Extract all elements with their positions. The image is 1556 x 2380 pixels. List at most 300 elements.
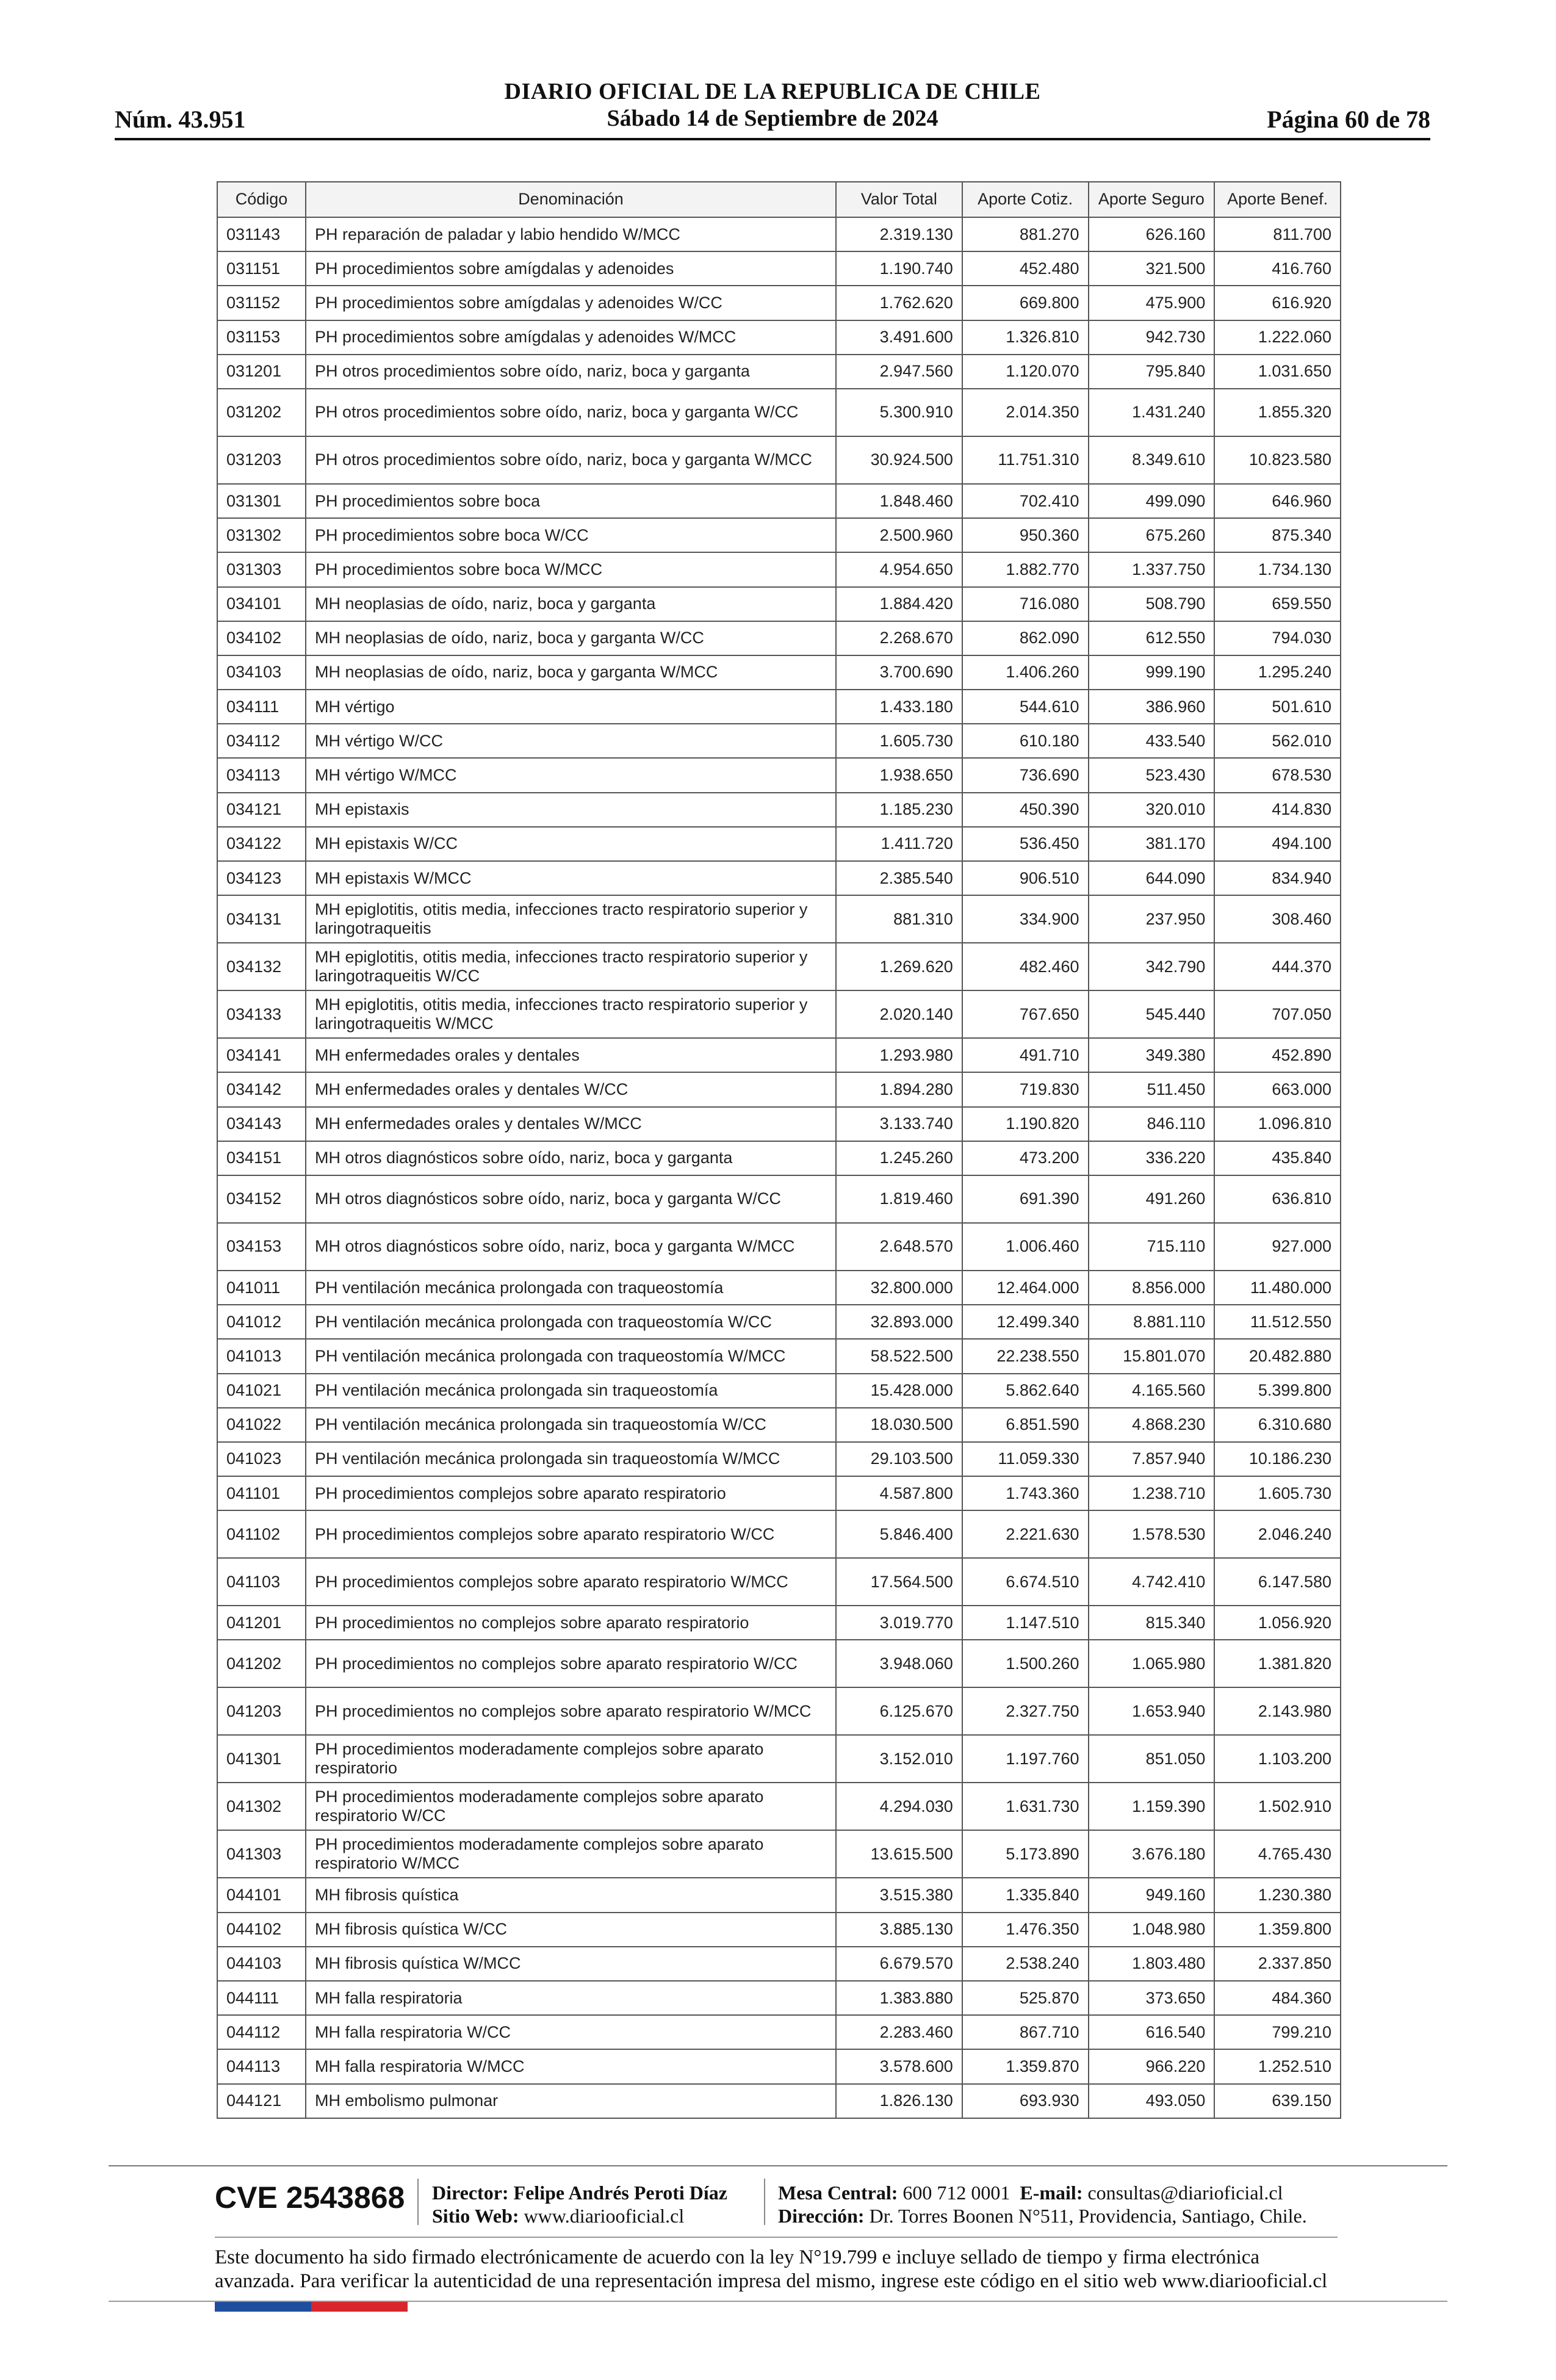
cell-aporte-cotiz: 1.359.870 — [962, 2049, 1089, 2083]
cell-valor-total: 3.885.130 — [836, 1913, 962, 1947]
cell-valor-total: 5.300.910 — [836, 389, 962, 436]
cell-aporte-cotiz: 536.450 — [962, 827, 1089, 861]
cell-codigo: 041202 — [217, 1640, 306, 1687]
cell-aporte-seguro: 1.159.390 — [1089, 1783, 1215, 1830]
table-row — [217, 1175, 1341, 1223]
cell-aporte-seguro: 644.090 — [1089, 861, 1215, 895]
cell-aporte-benef: 799.210 — [1214, 2015, 1341, 2049]
cell-denominacion: MH embolismo pulmonar — [306, 2084, 836, 2118]
table-row — [217, 552, 1341, 586]
cell-aporte-cotiz: 473.200 — [962, 1141, 1089, 1175]
cell-codigo: 041103 — [217, 1558, 306, 1606]
cell-valor-total: 15.428.000 — [836, 1374, 962, 1408]
table-row — [217, 1072, 1341, 1106]
director-label: Director: — [432, 2182, 509, 2204]
director-line — [432, 2181, 727, 2204]
cell-aporte-seguro: 237.950 — [1089, 895, 1215, 943]
cell-aporte-benef: 811.700 — [1214, 217, 1341, 251]
cell-denominacion: MH otros diagnósticos sobre oído, nariz, boca y garganta W/MCC — [306, 1223, 836, 1271]
table-row — [217, 587, 1341, 621]
cell-aporte-seguro: 1.578.530 — [1089, 1510, 1215, 1558]
cell-valor-total: 2.385.540 — [836, 861, 962, 895]
cell-denominacion: PH ventilación mecánica prolongada con traqueostomía W/CC — [306, 1305, 836, 1339]
cell-aporte-benef: 10.186.230 — [1214, 1442, 1341, 1476]
cell-denominacion: PH procedimientos moderadamente complejos sobre aparato respiratorio W/CC — [306, 1783, 836, 1830]
cell-codigo: 034121 — [217, 793, 306, 827]
cell-aporte-seguro: 4.742.410 — [1089, 1558, 1215, 1606]
cell-denominacion: PH ventilación mecánica prolongada sin traqueostomía W/CC — [306, 1408, 836, 1442]
cell-aporte-benef: 11.512.550 — [1214, 1305, 1341, 1339]
table-row — [217, 320, 1341, 355]
cell-aporte-seguro: 1.653.940 — [1089, 1687, 1215, 1735]
cell-valor-total: 5.846.400 — [836, 1510, 962, 1558]
cell-codigo: 031301 — [217, 484, 306, 518]
cell-denominacion: MH epiglotitis, otitis media, infecciones tracto respiratorio superior y laringotraqueitis W/CC — [306, 943, 836, 990]
table-row — [217, 1141, 1341, 1175]
cell-codigo: 034102 — [217, 621, 306, 655]
cell-aporte-benef: 2.143.980 — [1214, 1687, 1341, 1735]
cell-aporte-cotiz: 334.900 — [962, 895, 1089, 943]
table-row — [217, 1271, 1341, 1305]
cell-denominacion: PH procedimientos no complejos sobre aparato respiratorio W/MCC — [306, 1687, 836, 1735]
cell-codigo: 031152 — [217, 286, 306, 320]
table-row — [217, 1339, 1341, 1373]
cell-denominacion: MH vértigo W/CC — [306, 724, 836, 758]
cell-aporte-benef: 663.000 — [1214, 1072, 1341, 1106]
cell-denominacion: MH epiglotitis, otitis media, infecciones tracto respiratorio superior y laringotraqueitis W/MCC — [306, 990, 836, 1038]
cell-codigo: 034111 — [217, 690, 306, 724]
cell-aporte-seguro: 342.790 — [1089, 943, 1215, 990]
cell-codigo: 034112 — [217, 724, 306, 758]
cell-aporte-seguro: 491.260 — [1089, 1175, 1215, 1223]
flag-stripe-blue — [215, 2302, 311, 2312]
cell-codigo: 031151 — [217, 251, 306, 286]
notice-line: avanzada. Para verificar la autenticidad de una representación impresa del mismo, ingrese este código en el sitio web www.diariooficial.cl — [215, 2270, 1328, 2292]
cell-aporte-benef: 444.370 — [1214, 943, 1341, 990]
cell-denominacion: PH otros procedimientos sobre oído, nariz, boca y garganta W/MCC — [306, 436, 836, 484]
cell-denominacion: MH enfermedades orales y dentales W/MCC — [306, 1107, 836, 1141]
table-row — [217, 1981, 1341, 2015]
cell-aporte-benef: 414.830 — [1214, 793, 1341, 827]
cell-aporte-benef: 562.010 — [1214, 724, 1341, 758]
cell-denominacion: MH fibrosis quística W/CC — [306, 1913, 836, 1947]
cell-valor-total: 1.293.980 — [836, 1038, 962, 1072]
table-row — [217, 2015, 1341, 2049]
cell-aporte-cotiz: 1.197.760 — [962, 1735, 1089, 1783]
cell-codigo: 041023 — [217, 1442, 306, 1476]
footer-separator — [764, 2179, 765, 2225]
cell-codigo: 044121 — [217, 2084, 306, 2118]
cell-codigo: 041013 — [217, 1339, 306, 1373]
cell-codigo: 041021 — [217, 1374, 306, 1408]
cell-codigo: 041303 — [217, 1830, 306, 1878]
cell-aporte-seguro: 386.960 — [1089, 690, 1215, 724]
cell-codigo: 041022 — [217, 1408, 306, 1442]
flag-stripe-red — [311, 2302, 408, 2312]
cell-valor-total: 2.319.130 — [836, 217, 962, 251]
table-row — [217, 355, 1341, 389]
table-row — [217, 943, 1341, 990]
cell-aporte-benef: 484.360 — [1214, 1981, 1341, 2015]
table-row — [217, 1687, 1341, 1735]
cell-aporte-cotiz: 610.180 — [962, 724, 1089, 758]
cell-aporte-benef: 435.840 — [1214, 1141, 1341, 1175]
cell-valor-total: 3.578.600 — [836, 2049, 962, 2083]
table-row — [217, 758, 1341, 792]
cell-aporte-benef: 1.096.810 — [1214, 1107, 1341, 1141]
table-row — [217, 990, 1341, 1038]
cell-aporte-seguro: 349.380 — [1089, 1038, 1215, 1072]
table-header — [217, 182, 1341, 217]
cell-aporte-benef: 1.855.320 — [1214, 389, 1341, 436]
cell-valor-total: 2.648.570 — [836, 1223, 962, 1271]
cell-denominacion: MH epistaxis W/MCC — [306, 861, 836, 895]
cell-aporte-cotiz: 1.326.810 — [962, 320, 1089, 355]
cell-denominacion: PH procedimientos sobre amígdalas y adenoides — [306, 251, 836, 286]
cell-codigo: 031153 — [217, 320, 306, 355]
cell-aporte-benef: 1.222.060 — [1214, 320, 1341, 355]
cell-codigo: 034153 — [217, 1223, 306, 1271]
cell-valor-total: 1.245.260 — [836, 1141, 962, 1175]
cell-codigo: 034133 — [217, 990, 306, 1038]
cell-valor-total: 4.294.030 — [836, 1783, 962, 1830]
cell-denominacion: MH otros diagnósticos sobre oído, nariz, boca y garganta — [306, 1141, 836, 1175]
site-link[interactable]: www.diariooficial.cl — [524, 2205, 685, 2227]
table-row — [217, 1510, 1341, 1558]
cell-aporte-seguro: 795.840 — [1089, 355, 1215, 389]
cell-aporte-seguro: 508.790 — [1089, 587, 1215, 621]
cell-aporte-cotiz: 1.631.730 — [962, 1783, 1089, 1830]
cell-aporte-cotiz: 1.335.840 — [962, 1878, 1089, 1912]
cell-codigo: 044101 — [217, 1878, 306, 1912]
cell-aporte-seguro: 1.431.240 — [1089, 389, 1215, 436]
cell-aporte-benef: 1.295.240 — [1214, 655, 1341, 690]
cell-denominacion: MH vértigo — [306, 690, 836, 724]
cell-aporte-seguro: 612.550 — [1089, 621, 1215, 655]
cell-codigo: 041012 — [217, 1305, 306, 1339]
cell-aporte-benef: 1.502.910 — [1214, 1783, 1341, 1830]
cell-aporte-cotiz: 2.327.750 — [962, 1687, 1089, 1735]
publication-title: DIARIO OFICIAL DE LA REPUBLICA DE CHILE — [504, 79, 1041, 104]
table-row — [217, 436, 1341, 484]
cell-denominacion: PH ventilación mecánica prolongada sin traqueostomía — [306, 1374, 836, 1408]
cell-aporte-cotiz: 5.173.890 — [962, 1830, 1089, 1878]
column-header-codigo: Código — [217, 182, 306, 217]
cell-aporte-cotiz: 767.650 — [962, 990, 1089, 1038]
cell-aporte-seguro: 8.349.610 — [1089, 436, 1215, 484]
cell-valor-total: 17.564.500 — [836, 1558, 962, 1606]
page-header — [115, 76, 1430, 143]
mesa-label: Mesa Central: — [778, 2182, 898, 2204]
cell-codigo: 034103 — [217, 655, 306, 690]
table-row — [217, 861, 1341, 895]
cell-aporte-cotiz: 5.862.640 — [962, 1374, 1089, 1408]
cell-aporte-cotiz: 862.090 — [962, 621, 1089, 655]
cell-aporte-benef: 875.340 — [1214, 518, 1341, 552]
cell-valor-total: 58.522.500 — [836, 1339, 962, 1373]
cell-valor-total: 1.894.280 — [836, 1072, 962, 1106]
cell-aporte-seguro: 1.337.750 — [1089, 552, 1215, 586]
cell-aporte-cotiz: 12.464.000 — [962, 1271, 1089, 1305]
table-row — [217, 1558, 1341, 1606]
cell-aporte-benef: 794.030 — [1214, 621, 1341, 655]
table-row — [217, 655, 1341, 690]
cell-aporte-seguro: 4.868.230 — [1089, 1408, 1215, 1442]
cell-aporte-benef: 1.605.730 — [1214, 1476, 1341, 1510]
cell-aporte-cotiz: 693.930 — [962, 2084, 1089, 2118]
cell-valor-total: 6.679.570 — [836, 1947, 962, 1981]
cell-aporte-benef: 1.103.200 — [1214, 1735, 1341, 1783]
cell-denominacion: PH procedimientos sobre boca W/CC — [306, 518, 836, 552]
email-label: E-mail: — [1020, 2182, 1083, 2204]
cell-valor-total: 3.491.600 — [836, 320, 962, 355]
cell-aporte-seguro: 626.160 — [1089, 217, 1215, 251]
cell-denominacion: MH falla respiratoria W/CC — [306, 2015, 836, 2049]
cell-denominacion: MH neoplasias de oído, nariz, boca y garganta W/MCC — [306, 655, 836, 690]
cell-codigo: 044103 — [217, 1947, 306, 1981]
cell-valor-total: 3.700.690 — [836, 655, 962, 690]
cell-aporte-benef: 678.530 — [1214, 758, 1341, 792]
cell-aporte-seguro: 15.801.070 — [1089, 1339, 1215, 1373]
cell-codigo: 034132 — [217, 943, 306, 990]
table-row — [217, 1606, 1341, 1640]
cell-denominacion: PH procedimientos complejos sobre aparato respiratorio — [306, 1476, 836, 1510]
cell-aporte-seguro: 523.430 — [1089, 758, 1215, 792]
cell-aporte-cotiz: 525.870 — [962, 1981, 1089, 2015]
table-row — [217, 621, 1341, 655]
cell-aporte-cotiz: 6.851.590 — [962, 1408, 1089, 1442]
cell-valor-total: 30.924.500 — [836, 436, 962, 484]
cell-aporte-cotiz: 1.882.770 — [962, 552, 1089, 586]
table-row — [217, 1408, 1341, 1442]
table-row — [217, 1783, 1341, 1830]
table-row — [217, 690, 1341, 724]
cell-valor-total: 32.893.000 — [836, 1305, 962, 1339]
table-row — [217, 217, 1341, 251]
cell-aporte-cotiz: 491.710 — [962, 1038, 1089, 1072]
cell-denominacion: PH procedimientos no complejos sobre aparato respiratorio — [306, 1606, 836, 1640]
cell-valor-total: 2.020.140 — [836, 990, 962, 1038]
cell-aporte-seguro: 815.340 — [1089, 1606, 1215, 1640]
cell-codigo: 031201 — [217, 355, 306, 389]
cell-aporte-cotiz: 691.390 — [962, 1175, 1089, 1223]
cell-codigo: 031202 — [217, 389, 306, 436]
table-row — [217, 389, 1341, 436]
table-row — [217, 2049, 1341, 2083]
cell-valor-total: 1.433.180 — [836, 690, 962, 724]
cell-codigo: 034131 — [217, 895, 306, 943]
director-block — [432, 2181, 727, 2227]
cell-valor-total: 2.500.960 — [836, 518, 962, 552]
cell-aporte-seguro: 851.050 — [1089, 1735, 1215, 1783]
cell-aporte-benef: 11.480.000 — [1214, 1271, 1341, 1305]
cell-aporte-cotiz: 702.410 — [962, 484, 1089, 518]
cell-denominacion: MH otros diagnósticos sobre oído, nariz, boca y garganta W/CC — [306, 1175, 836, 1223]
cell-aporte-seguro: 8.856.000 — [1089, 1271, 1215, 1305]
cell-aporte-seguro: 321.500 — [1089, 251, 1215, 286]
site-label: Sitio Web: — [432, 2205, 519, 2227]
cell-aporte-seguro: 675.260 — [1089, 518, 1215, 552]
cell-aporte-benef: 707.050 — [1214, 990, 1341, 1038]
table-row — [217, 1735, 1341, 1783]
cell-codigo: 034141 — [217, 1038, 306, 1072]
page-number: Página 60 de 78 — [1267, 106, 1430, 133]
table-body — [217, 217, 1341, 2118]
cell-valor-total: 1.190.740 — [836, 251, 962, 286]
cell-aporte-seguro: 949.160 — [1089, 1878, 1215, 1912]
cell-aporte-seguro: 493.050 — [1089, 2084, 1215, 2118]
cell-denominacion: MH falla respiratoria — [306, 1981, 836, 2015]
cell-valor-total: 32.800.000 — [836, 1271, 962, 1305]
cell-codigo: 044113 — [217, 2049, 306, 2083]
table-row — [217, 518, 1341, 552]
issue-date: Sábado 14 de Septiembre de 2024 — [607, 106, 938, 131]
footer-rule — [215, 2237, 1338, 2238]
cell-aporte-seguro: 475.900 — [1089, 286, 1215, 320]
table-row — [217, 1878, 1341, 1912]
cell-denominacion: PH procedimientos complejos sobre aparato respiratorio W/CC — [306, 1510, 836, 1558]
cell-aporte-cotiz: 881.270 — [962, 217, 1089, 251]
cell-denominacion: PH otros procedimientos sobre oído, nariz, boca y garganta — [306, 355, 836, 389]
cell-denominacion: MH enfermedades orales y dentales W/CC — [306, 1072, 836, 1106]
cell-aporte-seguro: 1.065.980 — [1089, 1640, 1215, 1687]
cell-denominacion: PH procedimientos moderadamente complejos sobre aparato respiratorio W/MCC — [306, 1830, 836, 1878]
cell-aporte-cotiz: 2.538.240 — [962, 1947, 1089, 1981]
address-line — [778, 2204, 1307, 2227]
column-header-denominacion: Denominación — [306, 182, 836, 217]
contact-line — [778, 2181, 1307, 2204]
table-row — [217, 1107, 1341, 1141]
cell-valor-total: 3.019.770 — [836, 1606, 962, 1640]
cell-denominacion: PH procedimientos sobre amígdalas y adenoides W/CC — [306, 286, 836, 320]
header-rule — [115, 138, 1430, 140]
cell-aporte-seguro: 1.238.710 — [1089, 1476, 1215, 1510]
cell-aporte-seguro: 433.540 — [1089, 724, 1215, 758]
cell-aporte-cotiz: 1.743.360 — [962, 1476, 1089, 1510]
table-row — [217, 1476, 1341, 1510]
cell-codigo: 031143 — [217, 217, 306, 251]
cell-valor-total: 1.848.460 — [836, 484, 962, 518]
cell-aporte-cotiz: 2.014.350 — [962, 389, 1089, 436]
cell-valor-total: 1.605.730 — [836, 724, 962, 758]
cell-aporte-benef: 834.940 — [1214, 861, 1341, 895]
cell-aporte-seguro: 4.165.560 — [1089, 1374, 1215, 1408]
cell-aporte-seguro: 999.190 — [1089, 655, 1215, 690]
cell-aporte-cotiz: 1.476.350 — [962, 1913, 1089, 1947]
table-row — [217, 895, 1341, 943]
cell-codigo: 041301 — [217, 1735, 306, 1783]
column-header-valor-total: Valor Total — [836, 182, 962, 217]
cve-code: CVE 2543868 — [215, 2180, 405, 2215]
cell-codigo: 031303 — [217, 552, 306, 586]
cell-valor-total: 4.587.800 — [836, 1476, 962, 1510]
table-row — [217, 484, 1341, 518]
cell-aporte-cotiz: 11.751.310 — [962, 436, 1089, 484]
cell-valor-total: 2.283.460 — [836, 2015, 962, 2049]
cell-aporte-seguro: 1.048.980 — [1089, 1913, 1215, 1947]
cell-aporte-benef: 1.381.820 — [1214, 1640, 1341, 1687]
cell-denominacion: PH ventilación mecánica prolongada sin traqueostomía W/MCC — [306, 1442, 836, 1476]
cell-valor-total: 13.615.500 — [836, 1830, 962, 1878]
mesa-value: 600 712 0001 — [902, 2182, 1010, 2204]
cell-aporte-cotiz: 12.499.340 — [962, 1305, 1089, 1339]
table-row — [217, 2084, 1341, 2118]
cell-aporte-benef: 2.046.240 — [1214, 1510, 1341, 1558]
cell-denominacion: MH fibrosis quística W/MCC — [306, 1947, 836, 1981]
cell-denominacion: MH enfermedades orales y dentales — [306, 1038, 836, 1072]
cell-aporte-benef: 308.460 — [1214, 895, 1341, 943]
cell-denominacion: MH epistaxis W/CC — [306, 827, 836, 861]
cell-aporte-benef: 636.810 — [1214, 1175, 1341, 1223]
contact-block — [778, 2181, 1307, 2227]
cell-aporte-benef: 1.359.800 — [1214, 1913, 1341, 1947]
cell-codigo: 034123 — [217, 861, 306, 895]
cell-valor-total: 2.947.560 — [836, 355, 962, 389]
cell-denominacion: PH procedimientos sobre boca — [306, 484, 836, 518]
cell-aporte-benef: 6.147.580 — [1214, 1558, 1341, 1606]
cell-aporte-benef: 1.734.130 — [1214, 552, 1341, 586]
table-header-row — [217, 182, 1341, 217]
footer-separator — [417, 2179, 419, 2225]
table-row — [217, 286, 1341, 320]
cell-valor-total: 1.819.460 — [836, 1175, 962, 1223]
table-row — [217, 1223, 1341, 1271]
cell-aporte-cotiz: 2.221.630 — [962, 1510, 1089, 1558]
cell-aporte-benef: 4.765.430 — [1214, 1830, 1341, 1878]
email-link[interactable]: consultas@diarioficial.cl — [1087, 2182, 1283, 2204]
cell-aporte-cotiz: 867.710 — [962, 2015, 1089, 2049]
column-header-aporte-seguro: Aporte Seguro — [1089, 182, 1215, 217]
table-row — [217, 1913, 1341, 1947]
footer-rule — [109, 2165, 1447, 2166]
table-row — [217, 793, 1341, 827]
cell-codigo: 041101 — [217, 1476, 306, 1510]
cell-denominacion: PH procedimientos moderadamente complejos sobre aparato respiratorio — [306, 1735, 836, 1783]
cell-aporte-cotiz: 950.360 — [962, 518, 1089, 552]
cell-aporte-cotiz: 1.406.260 — [962, 655, 1089, 690]
cell-aporte-benef: 1.056.920 — [1214, 1606, 1341, 1640]
cell-codigo: 034122 — [217, 827, 306, 861]
cell-aporte-benef: 416.760 — [1214, 251, 1341, 286]
cell-denominacion: MH fibrosis quística — [306, 1878, 836, 1912]
cell-aporte-benef: 1.031.650 — [1214, 355, 1341, 389]
notice-line: Este documento ha sido firmado electrónicamente de acuerdo con la ley N°19.799 e incluye sellado de tiempo y firma electrónica — [215, 2246, 1260, 2268]
cell-aporte-cotiz: 1.006.460 — [962, 1223, 1089, 1271]
cell-aporte-cotiz: 450.390 — [962, 793, 1089, 827]
cell-denominacion: PH ventilación mecánica prolongada con traqueostomía W/MCC — [306, 1339, 836, 1373]
cell-aporte-seguro: 381.170 — [1089, 827, 1215, 861]
cell-aporte-cotiz: 736.690 — [962, 758, 1089, 792]
cell-aporte-benef: 1.230.380 — [1214, 1878, 1341, 1912]
cell-aporte-benef: 1.252.510 — [1214, 2049, 1341, 2083]
table-row — [217, 251, 1341, 286]
cell-codigo: 044102 — [217, 1913, 306, 1947]
cell-denominacion: PH procedimientos no complejos sobre aparato respiratorio W/CC — [306, 1640, 836, 1687]
cell-aporte-cotiz: 1.120.070 — [962, 355, 1089, 389]
cell-codigo: 031302 — [217, 518, 306, 552]
cell-valor-total: 4.954.650 — [836, 552, 962, 586]
cell-aporte-seguro: 545.440 — [1089, 990, 1215, 1038]
tariff-table — [217, 181, 1341, 2119]
cell-aporte-benef: 6.310.680 — [1214, 1408, 1341, 1442]
cell-denominacion: PH ventilación mecánica prolongada con traqueostomía — [306, 1271, 836, 1305]
cell-denominacion: MH epistaxis — [306, 793, 836, 827]
cell-aporte-cotiz: 452.480 — [962, 251, 1089, 286]
table-row — [217, 1374, 1341, 1408]
table-row — [217, 827, 1341, 861]
cell-valor-total: 1.826.130 — [836, 2084, 962, 2118]
signature-notice — [215, 2246, 1344, 2293]
